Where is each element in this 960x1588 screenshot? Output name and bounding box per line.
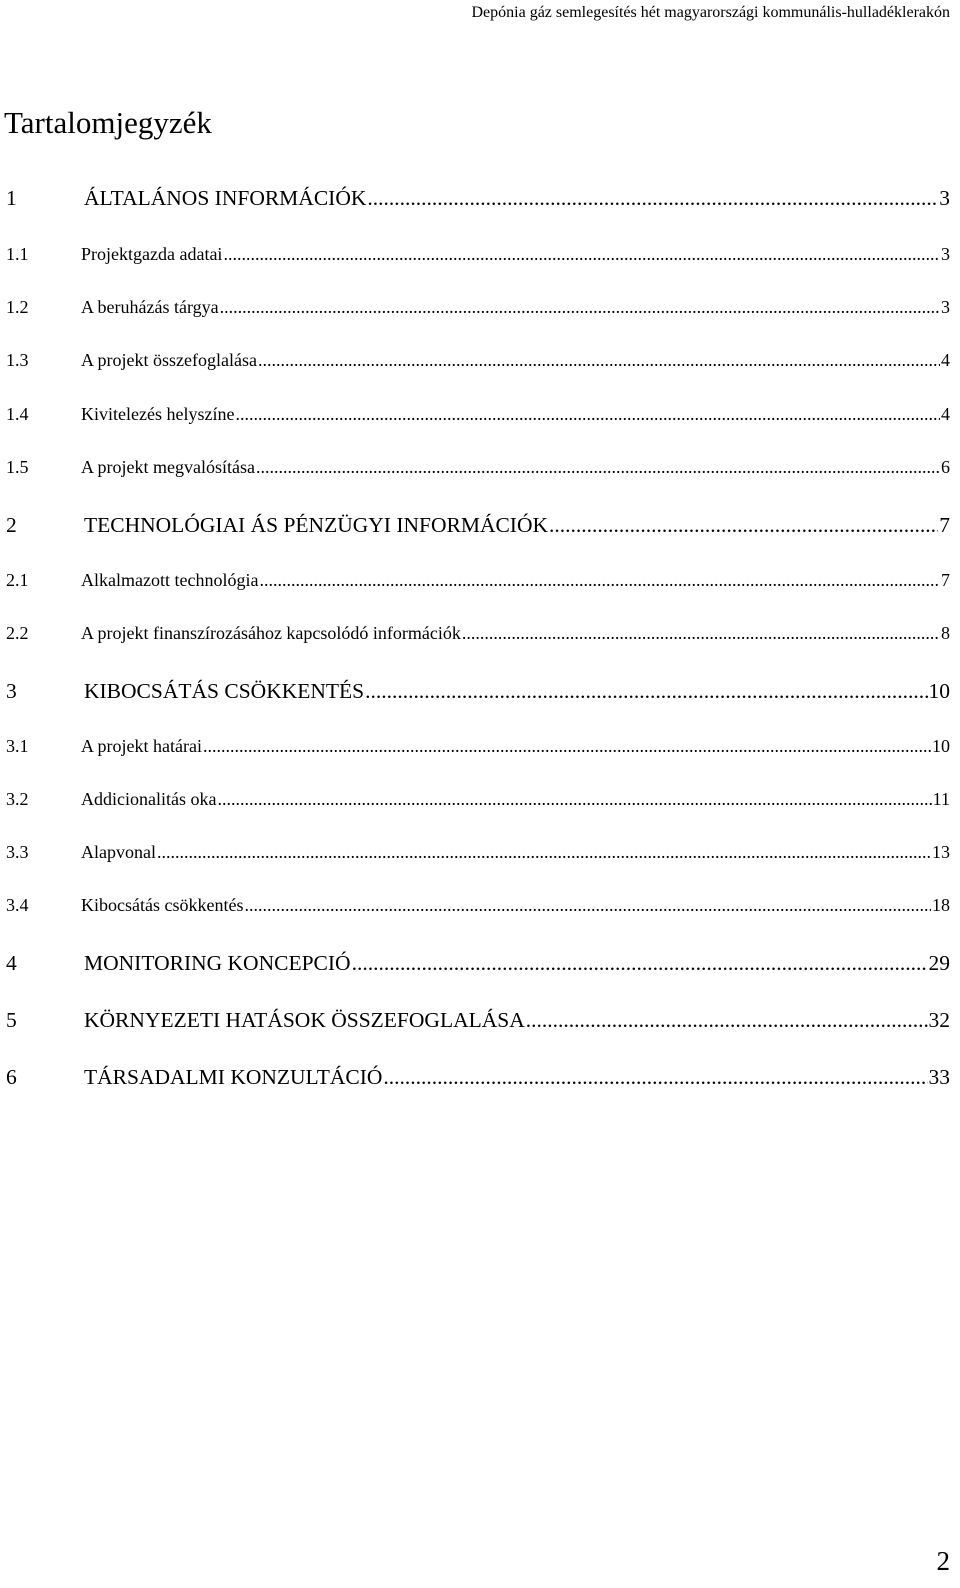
toc-leader-dots bbox=[462, 623, 940, 644]
toc-entry-number: 2 bbox=[6, 513, 17, 537]
toc-entry-number: 1 bbox=[6, 186, 17, 210]
toc-leader-dots bbox=[220, 297, 940, 318]
toc-entry-page: 33 bbox=[928, 1065, 950, 1089]
toc-leader-dots bbox=[203, 736, 931, 757]
toc-leader-dots bbox=[526, 1008, 928, 1033]
toc-entry-page: 11 bbox=[932, 789, 950, 809]
toc-entry-number: 1.5 bbox=[6, 457, 29, 477]
toc-entry-page: 3 bbox=[941, 244, 950, 264]
toc-entry-label: ÁLTALÁNOS INFORMÁCIÓK bbox=[84, 186, 367, 210]
toc-entry-page: 7 bbox=[939, 513, 950, 537]
toc-entry-page: 10 bbox=[932, 736, 950, 756]
toc-entry-label: A beruházás tárgya bbox=[81, 297, 219, 317]
toc-entry-page: 29 bbox=[928, 951, 950, 975]
toc-entry-label: KÖRNYEZETI HATÁSOK ÖSSZEFOGLALÁSA bbox=[84, 1008, 525, 1032]
toc-entry-label: Addicionalitás oka bbox=[81, 789, 217, 809]
toc-entry-2[interactable] bbox=[6, 513, 950, 538]
toc-entry-label: Kivitelezés helyszíne bbox=[81, 404, 235, 424]
toc-entry-label: Alkalmazott technológia bbox=[81, 570, 259, 590]
toc-entry-number: 6 bbox=[6, 1065, 17, 1089]
toc-entry-3-3[interactable] bbox=[6, 842, 950, 863]
toc-entry-4[interactable] bbox=[6, 951, 950, 976]
toc-entry-label: Alapvonal bbox=[81, 842, 156, 862]
toc-entry-1-1[interactable] bbox=[6, 244, 950, 265]
toc-entry-number: 3.4 bbox=[6, 895, 29, 915]
toc-leader-dots bbox=[549, 513, 938, 538]
toc-entry-1-2[interactable] bbox=[6, 297, 950, 318]
toc-entry-page: 3 bbox=[939, 186, 950, 210]
toc-leader-dots bbox=[256, 457, 940, 478]
toc-leader-dots bbox=[223, 244, 940, 265]
toc-entry-number: 4 bbox=[6, 951, 17, 975]
toc-leader-dots bbox=[244, 895, 931, 916]
toc-entry-label: A projekt finanszírozásához kapcsolódó információk bbox=[81, 623, 461, 643]
toc-entry-page: 7 bbox=[941, 570, 950, 590]
toc-entry-page: 32 bbox=[928, 1008, 950, 1032]
running-header: Depónia gáz semlegesítés hét magyarországi kommunális-hulladéklerakón bbox=[471, 4, 950, 21]
toc-leader-dots bbox=[157, 842, 931, 863]
toc-entry-number: 3 bbox=[6, 679, 17, 703]
toc-entry-3-1[interactable] bbox=[6, 736, 950, 757]
page-number: 2 bbox=[936, 1546, 950, 1576]
toc-entry-page: 3 bbox=[941, 297, 950, 317]
toc-leader-dots bbox=[352, 951, 928, 976]
toc-entry-number: 1.2 bbox=[6, 297, 29, 317]
toc-entry-1-3[interactable] bbox=[6, 350, 950, 371]
toc-entry-2-2[interactable] bbox=[6, 623, 950, 644]
toc-entry-page: 4 bbox=[941, 350, 950, 370]
toc-entry-number: 5 bbox=[6, 1008, 17, 1032]
toc-entry-number: 2.1 bbox=[6, 570, 29, 590]
toc-entry-page: 10 bbox=[928, 679, 950, 703]
toc-entry-page: 4 bbox=[941, 404, 950, 424]
toc-leader-dots bbox=[367, 186, 938, 211]
toc-entry-label: A projekt megvalósítása bbox=[81, 457, 255, 477]
toc-entry-number: 3.3 bbox=[6, 842, 29, 862]
toc-entry-label: Projektgazda adatai bbox=[81, 244, 223, 264]
toc-entry-3-4[interactable] bbox=[6, 895, 950, 916]
toc-leader-dots bbox=[258, 350, 940, 371]
toc-leader-dots bbox=[365, 679, 927, 704]
toc-leader-dots bbox=[383, 1065, 927, 1090]
toc-entry-number: 1.3 bbox=[6, 350, 29, 370]
toc-entry-5[interactable] bbox=[6, 1008, 950, 1033]
toc-entry-1-4[interactable] bbox=[6, 404, 950, 425]
toc-entry-label: A projekt összefoglalása bbox=[81, 350, 257, 370]
toc-entry-number: 3.1 bbox=[6, 736, 29, 756]
toc-entry-page: 18 bbox=[932, 895, 950, 915]
toc-entry-2-1[interactable] bbox=[6, 570, 950, 591]
toc-entry-1[interactable] bbox=[6, 186, 950, 211]
toc-entry-label: MONITORING KONCEPCIÓ bbox=[84, 951, 351, 975]
toc-entry-3[interactable] bbox=[6, 679, 950, 704]
toc-leader-dots bbox=[259, 570, 940, 591]
toc-entry-page: 13 bbox=[932, 842, 950, 862]
toc-entry-number: 3.2 bbox=[6, 789, 29, 809]
toc-leader-dots bbox=[217, 789, 931, 810]
toc-leader-dots bbox=[235, 404, 940, 425]
toc-entry-page: 6 bbox=[941, 457, 950, 477]
toc-entry-number: 2.2 bbox=[6, 623, 29, 643]
toc-entry-1-5[interactable] bbox=[6, 457, 950, 478]
toc-entry-label: KIBOCSÁTÁS CSÖKKENTÉS bbox=[84, 679, 365, 703]
toc-entry-number: 1.4 bbox=[6, 404, 29, 424]
toc-entry-label: A projekt határai bbox=[81, 736, 202, 756]
toc-entry-6[interactable] bbox=[6, 1065, 950, 1090]
toc-title: Tartalomjegyzék bbox=[4, 105, 212, 140]
toc-entry-label: TÁRSADALMI KONZULTÁCIÓ bbox=[84, 1065, 383, 1089]
toc-entry-number: 1.1 bbox=[6, 244, 29, 264]
toc-entry-3-2[interactable] bbox=[6, 789, 950, 810]
toc-entry-label: Kibocsátás csökkentés bbox=[81, 895, 244, 915]
toc-entry-page: 8 bbox=[941, 623, 950, 643]
toc-entry-label: TECHNOLÓGIAI ÁS PÉNZÜGYI INFORMÁCIÓK bbox=[84, 513, 549, 537]
